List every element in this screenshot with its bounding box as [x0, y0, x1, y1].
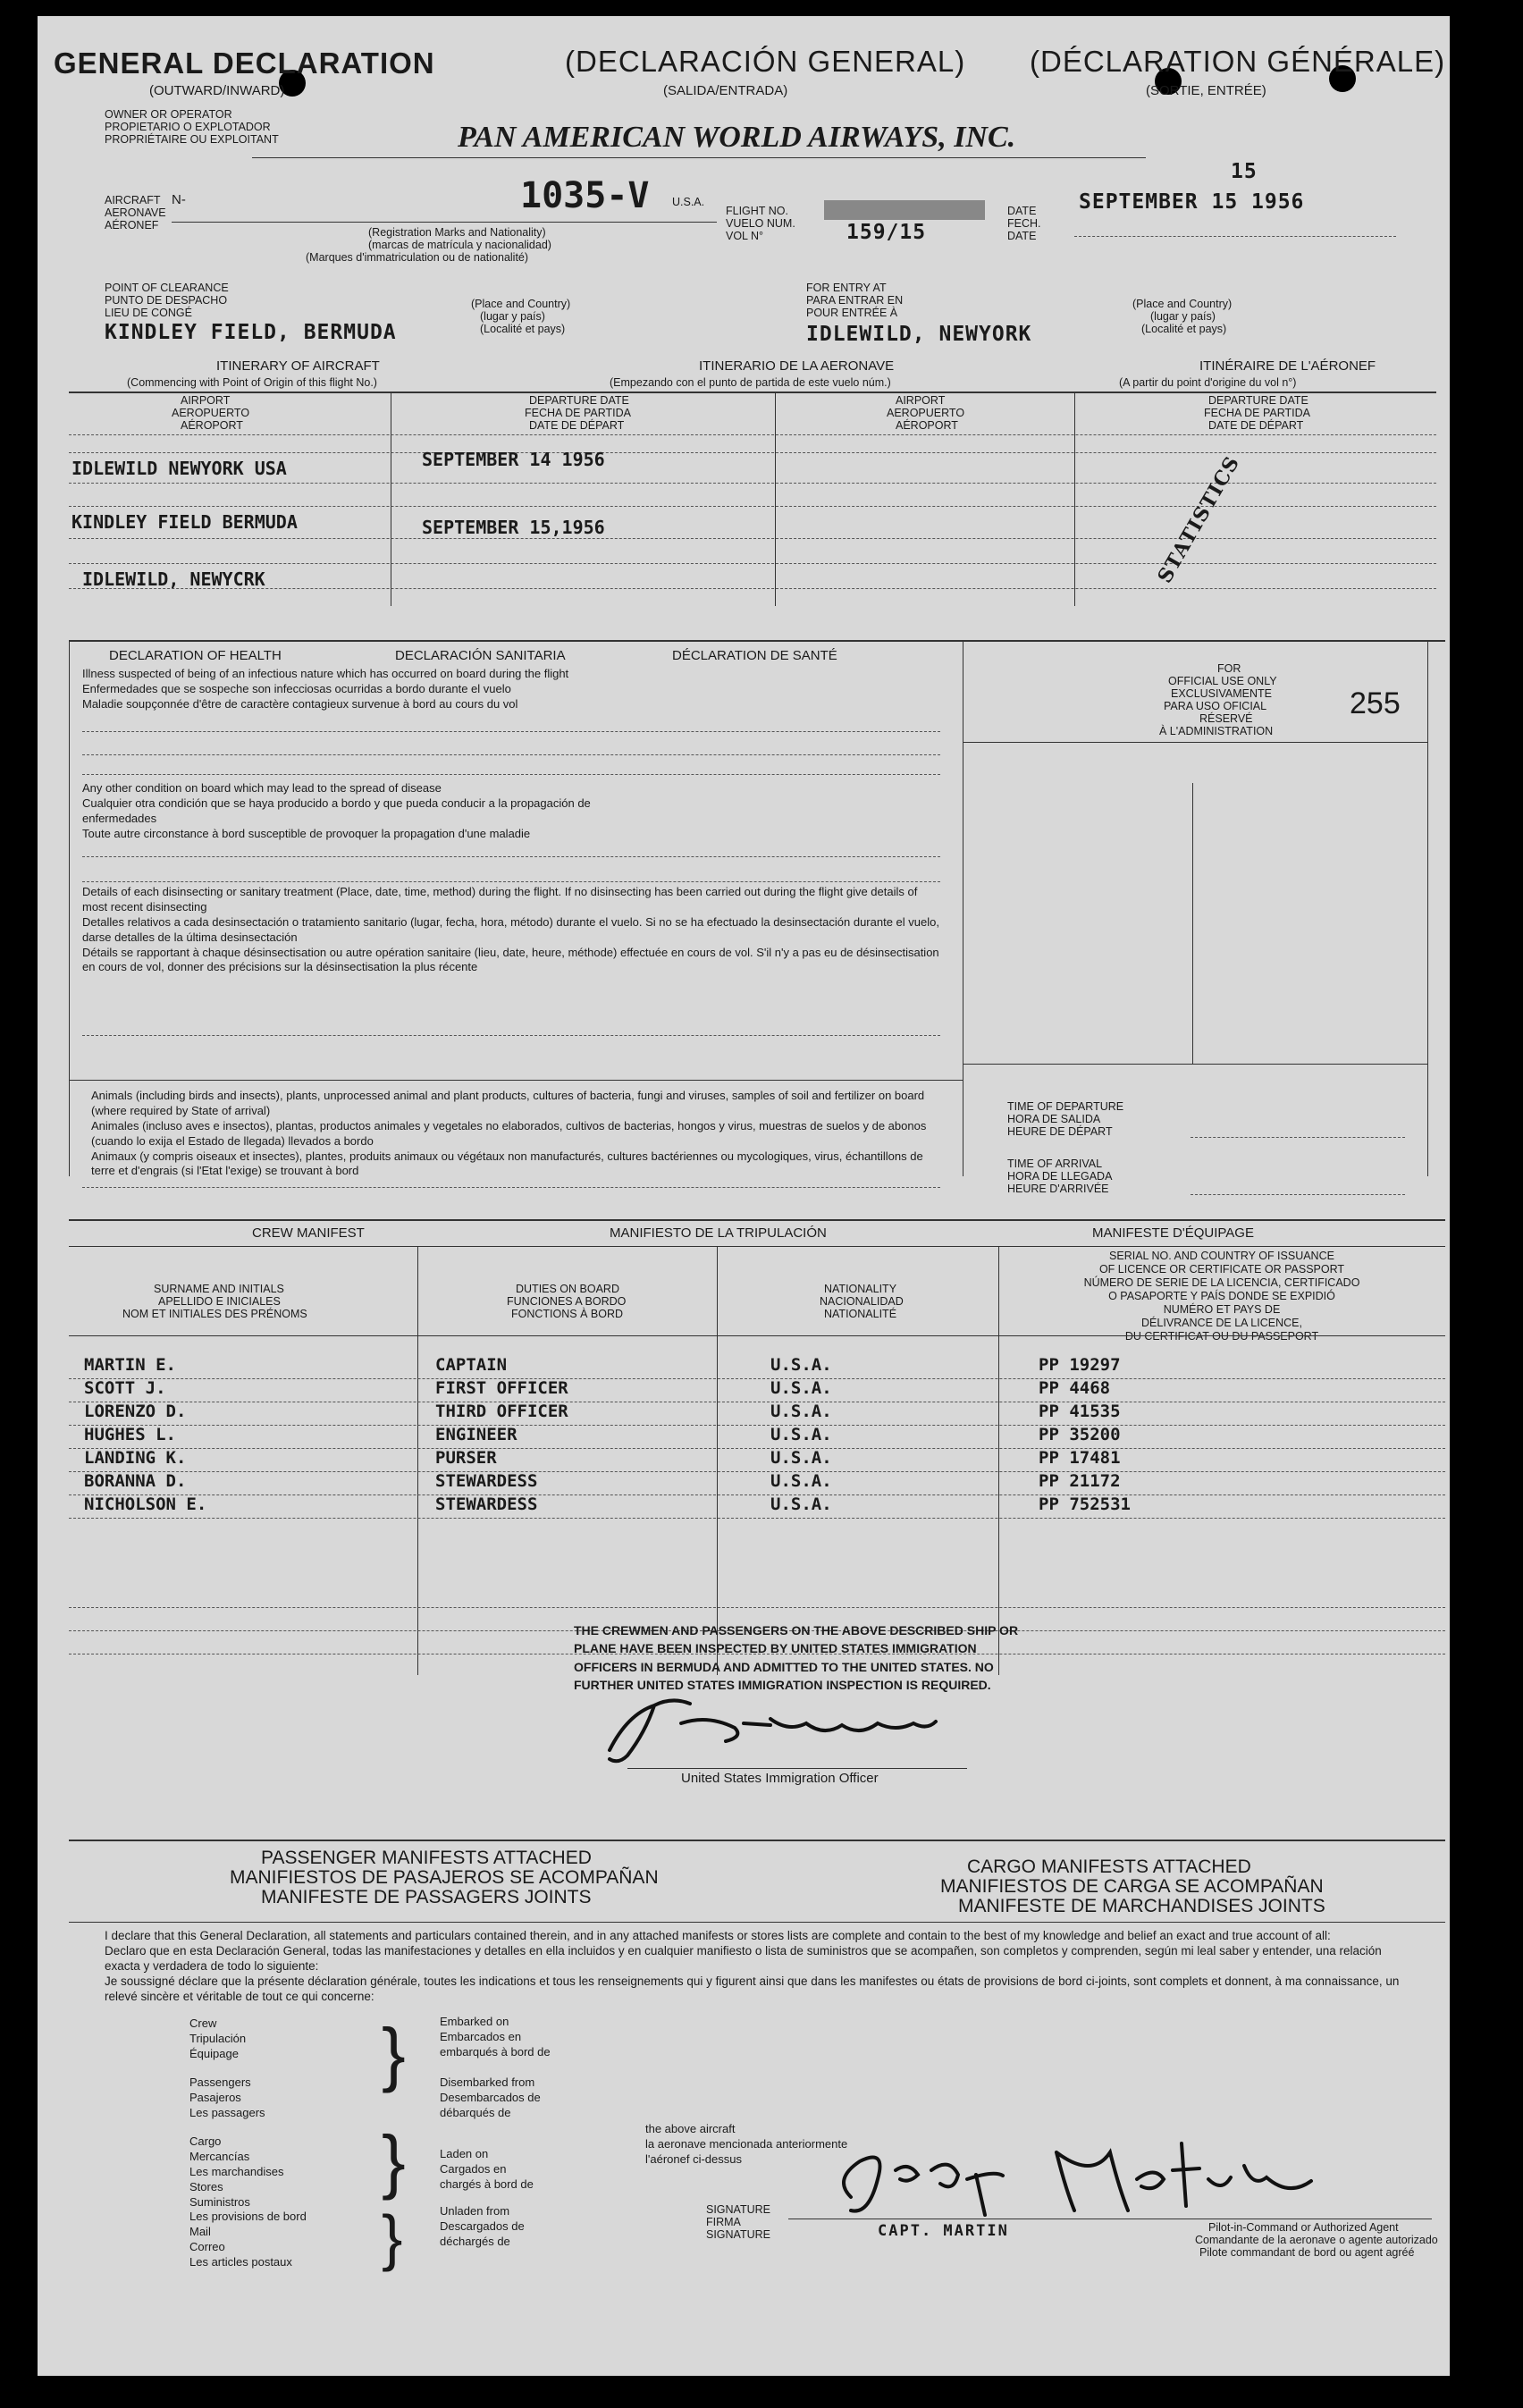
col-airport: AIRPORT: [896, 394, 946, 407]
animals-line: Animales (incluso aves e insectos), plantas, productos animales y vegetales no elaborados, cultivos de bacterias, hongos y virus, muestras de suelos y de abonos (cuando lo exija el Estado de llegada) llevados a bordo: [91, 1118, 927, 1148]
crew-header-nat: NATIONALITÉ: [824, 1308, 897, 1320]
rule: [717, 1246, 718, 1675]
date-extra: 15: [1231, 160, 1258, 183]
itinerary-title-fr: ITINÉRAIRE DE L'AÉRONEF: [1199, 358, 1376, 374]
entry-value: IDLEWILD, NEWYORK: [806, 323, 1032, 346]
rule: [69, 640, 1445, 642]
crew-nationality: U.S.A.: [770, 1448, 832, 1468]
list-line: Passengers: [189, 2075, 251, 2089]
list-line: Embarcados en: [440, 2029, 522, 2043]
animals-line: Animaux (y compris oiseaux et insectes), plantes, produits animaux ou végétaux non manufacturés, cultures bactériennes ou mycologiques, virus, échantillons de terre et d'engrais (si l'Etat l'exige) se trouvant à bord: [91, 1149, 923, 1178]
flight-label: FLIGHT NO.: [726, 205, 788, 217]
col-date: DATE DE DÉPART: [1208, 419, 1304, 432]
time-departure-label: TIME OF DEPARTURE: [1007, 1100, 1124, 1113]
list-line: Descargados de: [440, 2219, 525, 2233]
time-departure-label: HORA DE SALIDA: [1007, 1113, 1101, 1125]
crew-header-duty: FUNCIONES A BORDO: [507, 1295, 627, 1308]
crew-duty: PURSER: [435, 1448, 497, 1468]
crew-licence: PP 41535: [1039, 1402, 1121, 1421]
col-airport: AIRPORT: [181, 394, 231, 407]
rule: [69, 392, 1436, 393]
subtitle-fr: (SORTIE, ENTRÉE): [1146, 83, 1266, 98]
col-date: DEPARTURE DATE: [529, 394, 629, 407]
col-airport: AEROPUERTO: [887, 407, 965, 419]
animals-text: [91, 1089, 949, 1179]
crew-name: SCOTT J.: [84, 1378, 166, 1398]
rule: [69, 1219, 1445, 1221]
above-aircraft-text: [645, 2122, 847, 2168]
stamp-line: THE CREWMEN AND PASSENGERS ON THE ABOVE DESCRIBED SHIP OR: [574, 1623, 1019, 1638]
aircraft-prefix: N-: [172, 192, 186, 207]
licence-header-line: NÚMERO DE SERIE DE LA LICENCIA, CERTIFICADO: [1083, 1276, 1360, 1289]
list-line: Mail: [189, 2225, 211, 2239]
rule: [69, 1425, 1445, 1426]
licence-header-line: DÉLIVRANCE DE LA LICENCE,: [1141, 1317, 1302, 1329]
signature-role: Comandante de la aeronave o agente autorizado: [1195, 2234, 1438, 2246]
itinerary-sub-es: (Empezando con el punto de partida de este vuelo núm.): [610, 376, 891, 389]
list-unladen: [440, 2204, 525, 2250]
list-crew: [189, 2016, 246, 2062]
flight-label: VUELO NUM.: [726, 217, 795, 230]
passenger-manifest-label: MANIFESTE DE PASSAGERS JOINTS: [261, 1887, 592, 1907]
official-label: EXCLUSIVAMENTE: [1171, 687, 1272, 700]
crew-title-es: MANIFIESTO DE LA TRIPULACIÓN: [610, 1225, 827, 1241]
rule: [82, 774, 940, 775]
crew-duty: THIRD OFFICER: [435, 1402, 568, 1421]
crew-licence: PP 35200: [1039, 1425, 1121, 1444]
list-line: débarqués de: [440, 2105, 511, 2119]
itinerary-sub-fr: (A partir du point d'origine du vol n°): [1119, 376, 1297, 389]
rule: [69, 1840, 1445, 1841]
signature-label: SIGNATURE: [706, 2203, 770, 2216]
stamp-line: FURTHER UNITED STATES IMMIGRATION INSPECTION IS REQUIRED.: [574, 1677, 991, 1692]
cargo-manifest-label: MANIFIESTOS DE CARGA SE ACOMPAÑAN: [940, 1876, 1324, 1897]
itinerary-airport: IDLEWILD, NEWYCRK: [82, 568, 265, 590]
list-line: déchargés de: [440, 2234, 510, 2248]
rule: [69, 1335, 1445, 1336]
official-label: PARA USO OFICIAL: [1164, 700, 1267, 712]
crew-duty: ENGINEER: [435, 1425, 517, 1444]
rule: [1427, 640, 1428, 1176]
entry-label: POUR ENTRÉE À: [806, 307, 898, 319]
list-disembarked: [440, 2075, 541, 2121]
list-line: Stores: [189, 2179, 223, 2193]
official-label: FOR: [1217, 662, 1241, 675]
immigration-officer-label: United States Immigration Officer: [681, 1771, 879, 1786]
crew-licence: PP 4468: [1039, 1378, 1111, 1398]
aircraft-suffix: U.S.A.: [672, 196, 705, 208]
entry-label: PARA ENTRAR EN: [806, 294, 904, 307]
time-arrival-label: HEURE D'ARRIVÉE: [1007, 1183, 1109, 1195]
time-arrival-label: HORA DE LLEGADA: [1007, 1170, 1113, 1183]
aircraft-note: (marcas de matrícula y nacionalidad): [368, 239, 551, 251]
list-line: Les provisions de bord: [189, 2210, 307, 2224]
crew-header-name: APELLIDO E INICIALES: [158, 1295, 281, 1308]
crew-header-name: NOM ET INITIALES DES PRÉNOMS: [122, 1308, 307, 1320]
captain-signature: [824, 2126, 1360, 2224]
crew-header-duty: DUTIES ON BOARD: [516, 1283, 619, 1295]
list-line: l'aéronef ci-dessus: [645, 2151, 742, 2166]
health-p1: [82, 667, 940, 712]
crew-header-nat: NATIONALITY: [824, 1283, 897, 1295]
crew-name: LORENZO D.: [84, 1402, 187, 1421]
crew-nationality: U.S.A.: [770, 1355, 832, 1375]
clearance-label: PUNTO DE DESPACHO: [105, 294, 228, 307]
crew-name: LANDING K.: [84, 1448, 187, 1468]
rule: [998, 1246, 999, 1675]
declaration-text: [105, 1929, 1409, 2004]
crew-duty: CAPTAIN: [435, 1355, 508, 1375]
operator-label: PROPRIÉTAIRE OU EXPLOITANT: [105, 133, 279, 146]
col-date: DEPARTURE DATE: [1208, 394, 1308, 407]
rule: [69, 1494, 1445, 1495]
health-line: Toute autre circonstance à bord susceptible de provoquer la propagation d'une maladie: [82, 826, 531, 840]
health-title-es: DECLARACIÓN SANITARIA: [395, 648, 566, 663]
crew-duty: STEWARDESS: [435, 1471, 538, 1491]
health-line: Détails se rapportant à chaque désinsectisation ou autre opération sanitaire (lieu, date, heure, méthode) effectuée en cours de vol. S'il n'y a pas eu de désinsectisation en cours de vol, donner des précisions sur la désinsectisation la plus récente: [82, 945, 939, 974]
date-label: FECH.: [1007, 217, 1041, 230]
crew-nationality: U.S.A.: [770, 1494, 832, 1514]
signature-label: SIGNATURE: [706, 2228, 770, 2241]
redaction-bar: [824, 200, 985, 220]
declaration-line: Declaro que en esta Declaración General, todas las manifestaciones y detalles en ella incluidos y en cualquier manifiesto o lista de suministros que se acompañen, son completos y comprenden, según mi leal saber y entender, una relación exacta y verdadera de todo lo siguiente:: [105, 1943, 1382, 1973]
rule: [82, 1187, 940, 1188]
list-line: Cargados en: [440, 2161, 507, 2176]
rule: [82, 731, 940, 732]
list-line: the above aircraft: [645, 2122, 736, 2135]
official-number: 255: [1350, 686, 1401, 720]
col-date: FECHA DE PARTIDA: [1204, 407, 1311, 419]
list-line: Équipage: [189, 2046, 239, 2060]
time-departure-label: HEURE DE DÉPART: [1007, 1125, 1113, 1138]
itinerary-title-es: ITINERARIO DE LA AERONAVE: [699, 358, 895, 374]
rule: [775, 392, 776, 606]
rule: [69, 1080, 963, 1081]
health-line: Details of each disinsecting or sanitary treatment (Place, date, time, method) during the flight. If no disinsecting has been carried out during the flight give details of most recent disinsecting: [82, 885, 918, 914]
list-line: Disembarked from: [440, 2075, 535, 2089]
flight-number: 159/15: [846, 221, 927, 244]
declaration-form: [38, 16, 1450, 2376]
health-line: Cualquier otra condición que se haya producido a bordo y que pueda conducir a la propagación de enfermedades: [82, 796, 591, 825]
rule: [1074, 236, 1396, 237]
list-line: Laden on: [440, 2147, 489, 2160]
col-airport: AÉROPORT: [896, 419, 958, 432]
immigration-stamp-text: [574, 1621, 1155, 1694]
subtitle-es: (SALIDA/ENTRADA): [663, 83, 788, 98]
col-airport: AÉROPORT: [181, 419, 243, 432]
list-laden: [440, 2147, 534, 2193]
flight-label: VOL N°: [726, 230, 764, 242]
signature-name: CAPT. MARTIN: [878, 2222, 1009, 2240]
rule: [963, 742, 1427, 743]
rule: [69, 1518, 1445, 1519]
col-date: FECHA DE PARTIDA: [525, 407, 632, 419]
list-line: Les articles postaux: [189, 2255, 292, 2269]
clearance-label: LIEU DE CONGÉ: [105, 307, 192, 319]
rule: [172, 222, 717, 223]
subtitle-en: (OUTWARD/INWARD): [149, 83, 285, 98]
health-p2: [82, 781, 940, 842]
crew-licence: PP 21172: [1039, 1471, 1121, 1491]
crew-duty: FIRST OFFICER: [435, 1378, 568, 1398]
clearance-value: KINDLEY FIELD, BERMUDA: [105, 321, 397, 344]
animals-line: Animals (including birds and insects), plants, unprocessed animal and plant products, cultures of bacteria, fungi and viruses, samples of soil and fertilizer on board (where required by State of arrival): [91, 1089, 925, 1117]
aircraft-note: (Marques d'immatriculation ou de nationalité): [306, 251, 529, 264]
passenger-manifest-label: PASSENGER MANIFESTS ATTACHED: [261, 1848, 592, 1868]
entry-note: (Localité et pays): [1141, 323, 1227, 335]
stamp-line: PLANE HAVE BEEN INSPECTED BY UNITED STATES IMMIGRATION: [574, 1641, 977, 1656]
licence-header-line: SERIAL NO. AND COUNTRY OF ISSUANCE: [1109, 1250, 1334, 1262]
licence-header-line: O PASAPORTE Y PAÍS DONDE SE EXPIDIÓ: [1108, 1290, 1335, 1302]
title-en: GENERAL DECLARATION: [54, 46, 435, 80]
stamp-statistics: STATISTICS: [1153, 451, 1245, 587]
rule: [1192, 783, 1193, 1064]
rule: [82, 754, 940, 755]
crew-nationality: U.S.A.: [770, 1402, 832, 1421]
health-p3: [82, 885, 940, 975]
health-line: Detalles relativos a cada desinsectación o tratamiento sanitario (lugar, fecha, hora, método) durante el vuelo. Si no se ha efectuado la desinsectación durante el vuelo, darse detalles de la última desinsectación: [82, 914, 939, 944]
declaration-line: Je soussigné déclare que la présente déclaration générale, toutes les indications et tous les renseignements qui y figurent ainsi que dans les manifestes ou états de provisions de bord ci-joints, sont complets et donnent, à ma connaissance, un relevé sincère et véritable de tout ce qui concerne:: [105, 1974, 1400, 2003]
list-line: Tripulación: [189, 2031, 247, 2045]
list-line: Pasajeros: [189, 2090, 241, 2104]
crew-duty: STEWARDESS: [435, 1494, 538, 1514]
crew-header-licence: [1003, 1250, 1441, 1343]
crew-nationality: U.S.A.: [770, 1425, 832, 1444]
official-label: À L'ADMINISTRATION: [1159, 725, 1274, 737]
rule: [252, 157, 1146, 158]
rule: [82, 881, 940, 882]
rule: [69, 1922, 1445, 1923]
itinerary-title-en: ITINERARY OF AIRCRAFT: [216, 358, 380, 374]
crew-header-duty: FONCTIONS À BORD: [511, 1308, 624, 1320]
aircraft-label: AERONAVE: [105, 206, 166, 219]
itinerary-airport: KINDLEY FIELD BERMUDA: [72, 511, 298, 533]
licence-header-line: DU CERTIFICAT OU DU PASSEPORT: [1124, 1330, 1319, 1343]
clearance-note: (Place and Country): [471, 298, 571, 310]
entry-note: (lugar y país): [1150, 310, 1216, 323]
signature-label: FIRMA: [706, 2216, 741, 2228]
crew-header-nat: NACIONALIDAD: [820, 1295, 904, 1308]
crew-name: HUGHES L.: [84, 1425, 176, 1444]
crew-title-fr: MANIFESTE D'ÉQUIPAGE: [1092, 1225, 1254, 1241]
crew-licence: PP 17481: [1039, 1448, 1121, 1468]
rule: [69, 640, 70, 1176]
entry-note: (Place and Country): [1132, 298, 1233, 310]
itinerary-sub-en: (Commencing with Point of Origin of this flight No.): [127, 376, 377, 389]
clearance-note: (lugar y país): [480, 310, 545, 323]
rule: [69, 434, 1436, 435]
crew-nationality: U.S.A.: [770, 1378, 832, 1398]
aircraft-note: (Registration Marks and Nationality): [368, 226, 546, 239]
official-label: RÉSERVÉ: [1199, 712, 1253, 725]
itinerary-date: SEPTEMBER 15,1956: [422, 517, 605, 538]
list-line: la aeronave mencionada anteriormente: [645, 2136, 848, 2151]
rule: [963, 1064, 1427, 1065]
itinerary-airport: IDLEWILD NEWYORK USA: [72, 458, 287, 479]
rule: [69, 538, 1436, 539]
crew-name: MARTIN E.: [84, 1355, 176, 1375]
list-line: Embarked on: [440, 2015, 509, 2028]
rule: [69, 588, 1436, 589]
crew-name: NICHOLSON E.: [84, 1494, 207, 1514]
col-airport: AEROPUERTO: [172, 407, 250, 419]
crew-licence: PP 19297: [1039, 1355, 1121, 1375]
list-cargo: [189, 2134, 307, 2270]
rule: [69, 563, 1436, 564]
crew-title-en: CREW MANIFEST: [252, 1225, 365, 1241]
passenger-manifest-label: MANIFIESTOS DE PASAJEROS SE ACOMPAÑAN: [230, 1867, 659, 1888]
rule: [417, 1246, 418, 1675]
brace-icon: }: [382, 2202, 403, 2272]
list-line: Les passagers: [189, 2105, 265, 2119]
title-fr: (DÉCLARATION GÉNÉRALE): [1030, 45, 1446, 78]
list-line: Mercancías: [189, 2149, 250, 2163]
brace-icon: }: [382, 2121, 406, 2201]
rule: [69, 506, 1436, 507]
rule: [69, 1378, 1445, 1379]
list-line: Crew: [189, 2016, 217, 2030]
official-label: OFFICIAL USE ONLY: [1168, 675, 1277, 687]
crew-nationality: U.S.A.: [770, 1471, 832, 1491]
cargo-manifest-label: CARGO MANIFESTS ATTACHED: [967, 1857, 1251, 1877]
brace-icon: }: [382, 2014, 406, 2093]
licence-header-line: OF LICENCE OR CERTIFICATE OR PASSPORT: [1098, 1263, 1345, 1276]
rule: [627, 1768, 967, 1769]
date-label: DATE: [1007, 205, 1037, 217]
date-label: DATE: [1007, 230, 1037, 242]
entry-label: FOR ENTRY AT: [806, 282, 887, 294]
rule: [82, 1035, 940, 1036]
list-line: Cargo: [189, 2134, 222, 2148]
cargo-manifest-label: MANIFESTE DE MARCHANDISES JOINTS: [958, 1896, 1325, 1916]
rule: [69, 1448, 1445, 1449]
itinerary-date: SEPTEMBER 14 1956: [422, 449, 605, 470]
health-title-fr: DÉCLARATION DE SANTÉ: [672, 648, 837, 663]
aircraft-label: AIRCRAFT: [105, 194, 161, 206]
rule: [69, 1471, 1445, 1472]
declaration-line: I declare that this General Declaration, all statements and particulars contained therein, and in any attached manifests or stores lists are complete and contain to the best of my knowledge and belief an exact and true account of all:: [105, 1929, 1331, 1942]
signature-role: Pilot-in-Command or Authorized Agent: [1208, 2221, 1399, 2234]
operator-value: PAN AMERICAN WORLD AIRWAYS, INC.: [458, 121, 1016, 154]
list-line: Suministros: [189, 2194, 250, 2209]
title-es: (DECLARACIÓN GENERAL): [565, 45, 966, 78]
stamp-line: OFFICERS IN BERMUDA AND ADMITTED TO THE UNITED STATES. NO: [574, 1659, 994, 1674]
signature-role: Pilote commandant de bord ou agent agréé: [1199, 2246, 1415, 2259]
health-title-en: DECLARATION OF HEALTH: [109, 648, 282, 663]
health-line: Any other condition on board which may lead to the spread of disease: [82, 781, 442, 795]
time-arrival-label: TIME OF ARRIVAL: [1007, 1158, 1103, 1170]
operator-label: PROPIETARIO O EXPLOTADOR: [105, 121, 271, 133]
rule: [69, 452, 1436, 453]
list-line: Les marchandises: [189, 2164, 284, 2178]
list-line: chargés à bord de: [440, 2176, 534, 2191]
date-value: SEPTEMBER 15 1956: [1079, 190, 1305, 214]
rule: [1191, 1137, 1405, 1138]
officer-signature: [592, 1697, 967, 1768]
list-line: embarqués à bord de: [440, 2044, 551, 2059]
rule: [82, 856, 940, 857]
list-line: Correo: [189, 2240, 225, 2254]
list-embarked: [440, 2015, 551, 2060]
col-date: DATE DE DÉPART: [529, 419, 625, 432]
health-line: Illness suspected of being of an infectious nature which has occurred on board during the flight: [82, 667, 569, 680]
health-line: Maladie soupçonnée d'être de caractère contagieux survenue à bord au cours du vol: [82, 696, 518, 711]
crew-name: BORANNA D.: [84, 1471, 187, 1491]
rule: [69, 1607, 1445, 1608]
list-passengers: [189, 2075, 265, 2121]
operator-label: OWNER OR OPERATOR: [105, 108, 232, 121]
crew-header-name: SURNAME AND INITIALS: [154, 1283, 284, 1295]
health-line: Enfermedades que se sospeche son infecciosas ocurridas a bordo durante el vuelo: [82, 681, 511, 695]
list-line: Desembarcados de: [440, 2090, 541, 2104]
clearance-label: POINT OF CLEARANCE: [105, 282, 229, 294]
list-line: Unladen from: [440, 2204, 510, 2218]
rule: [1074, 392, 1075, 606]
clearance-note: (Localité et pays): [480, 323, 566, 335]
rule: [1191, 1194, 1405, 1195]
aircraft-label: AÉRONEF: [105, 219, 159, 232]
aircraft-registration: 1035-V: [520, 175, 650, 216]
licence-header-line: NUMÉRO ET PAYS DE: [1163, 1303, 1281, 1316]
rule: [69, 1246, 1445, 1247]
crew-licence: PP 752531: [1039, 1494, 1131, 1514]
